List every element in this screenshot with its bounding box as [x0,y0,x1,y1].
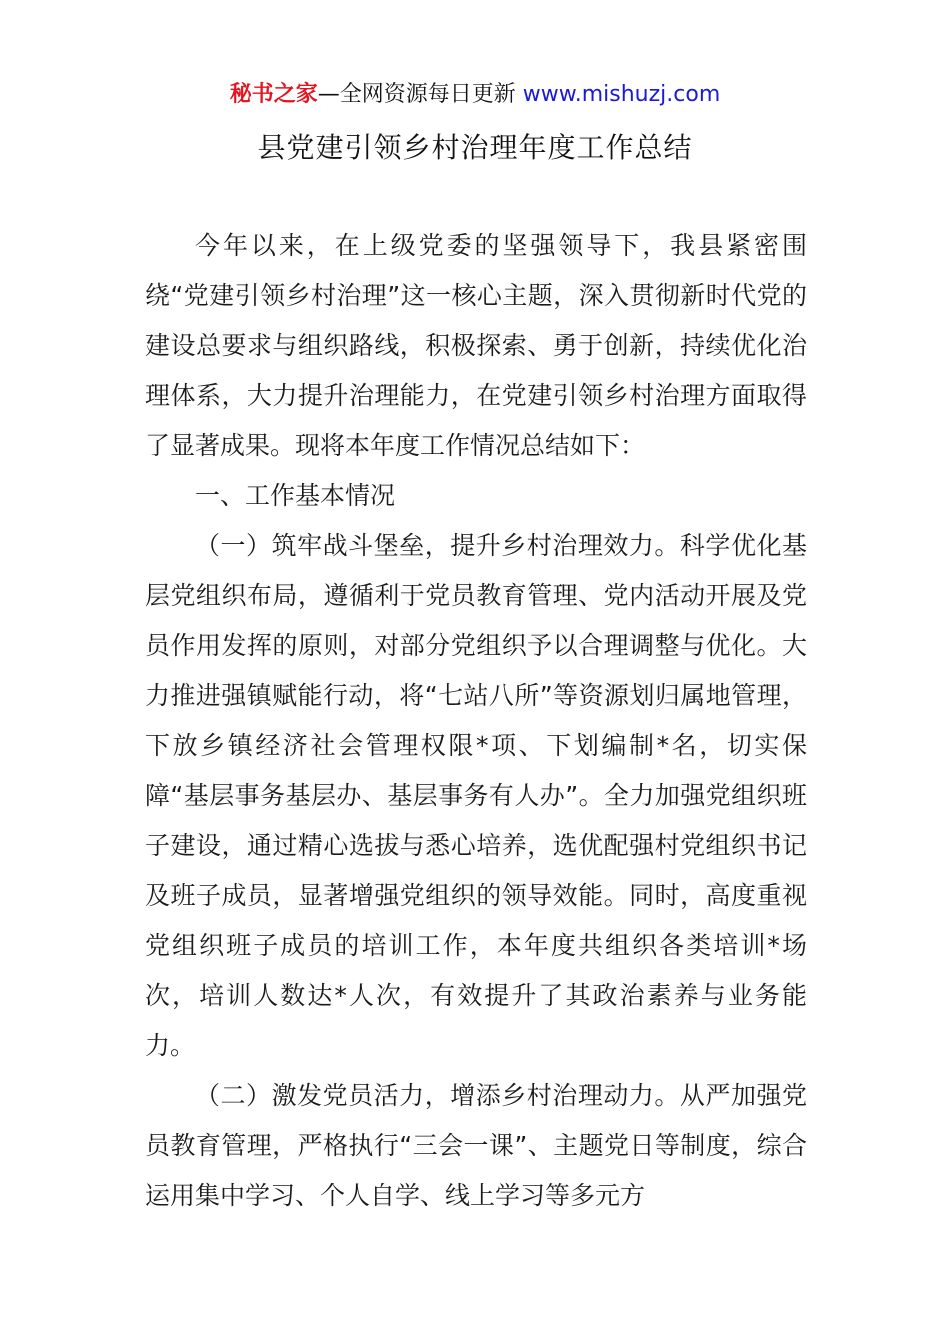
document-title: 县党建引领乡村治理年度工作总结 [257,131,693,164]
site-name: 秘书之家 [229,82,318,107]
body-paragraph: （二）激发党员活力，增添乡村治理动力。从严加强党员教育管理，严格执行“三会一课”、主题党日等制度，综合运用集中学习、个人自学、线上学习等多元方 [145,1081,807,1210]
section-heading: 一、工作基本情况 [195,481,396,510]
site-tagline: —全网资源每日更新 [317,82,523,107]
document-body [145,221,807,1221]
intro-paragraph: 今年以来，在上级党委的坚强领导下，我县紧密围绕“党建引领乡村治理”这一核心主题，深入贯彻新时代党的建设总要求与组织路线，积极探索、勇于创新，持续优化治理体系，大力提升治理能力，在党建引领乡村治理方面取得了显著成果。现将本年度工作情况总结如下： [145,231,807,460]
site-header [0,78,950,112]
body-paragraph: （一）筑牢战斗堡垒，提升乡村治理效力。科学优化基层党组织布局，遵循利于党员教育管理、党内活动开展及党员作用发挥的原则，对部分党组织予以合理调整与优化。大力推进强镇赋能行动，将“七站八所”等资源划归属地管理，下放乡镇经济社会管理权限*项、下划编制*名，切实保障“基层事务基层办、基层事务有人办”。全力加强党组织班子建设，通过精心选拔与悉心培养，选优配强村党组织书记及班子成员，显著增强党组织的领导效能。同时，高度重视党组织班子成员的培训工作，本年度共组织各类培训*场次，培训人数达*人次，有效提升了其政治素养与业务能力。 [145,531,807,1060]
site-url-link[interactable]: www.mishuzj.com [522,82,721,107]
